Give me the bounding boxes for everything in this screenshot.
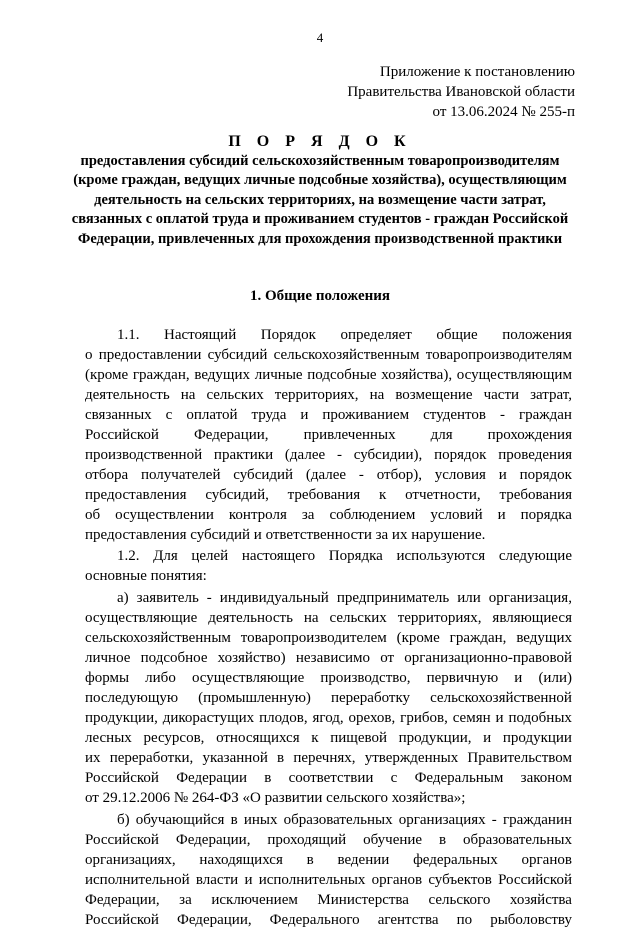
body-line xyxy=(85,425,572,445)
document-title: П О Р Я Д О К xyxy=(228,133,412,150)
body-word: проходящий xyxy=(267,832,347,848)
body-word: используются xyxy=(396,548,486,564)
body-word: орехов, xyxy=(348,710,396,726)
body-word: (кроме xyxy=(85,367,129,383)
body-word: определяет xyxy=(340,327,412,343)
body-word: ягод, xyxy=(312,710,344,726)
body-word: сельскохозяйственной xyxy=(430,690,572,706)
body-word: труда xyxy=(251,407,287,423)
body-word: от xyxy=(380,650,395,666)
body-word: об xyxy=(85,507,101,523)
body-line xyxy=(85,345,572,365)
body-word: порядок xyxy=(434,447,487,463)
body-word: образовательных xyxy=(283,812,393,828)
body-line xyxy=(85,728,572,748)
body-word: (далее xyxy=(284,447,326,463)
body-word: исполнительных xyxy=(258,872,366,888)
body-word: формы xyxy=(85,670,130,686)
body-word: либо xyxy=(145,670,176,686)
body-word: на xyxy=(303,610,319,626)
body-line: основные понятия: xyxy=(85,568,207,584)
body-word: иных xyxy=(243,812,278,828)
body-word: последующую xyxy=(85,690,179,706)
body-word: в xyxy=(277,750,285,766)
body-word: или xyxy=(457,590,481,606)
body-word: территориях, xyxy=(274,387,359,403)
body-line xyxy=(85,505,572,525)
body-word: субсидий xyxy=(207,347,268,363)
body-word: первичную xyxy=(426,670,499,686)
body-word: подсобное xyxy=(140,650,208,666)
body-word: дикорастущих xyxy=(162,710,255,726)
body-line xyxy=(117,325,572,345)
body-line xyxy=(85,830,572,850)
appendix-line-3: от 13.06.2024 № 255-п xyxy=(432,104,575,120)
body-word: законом xyxy=(520,770,572,786)
body-word: требования xyxy=(499,487,572,503)
body-word: за xyxy=(179,892,192,908)
body-word: территориях, xyxy=(397,610,482,626)
body-word: гражданин xyxy=(502,812,572,828)
body-word: соответствии xyxy=(288,770,374,786)
body-word: являющиеся xyxy=(492,610,572,626)
body-word: привлеченных xyxy=(303,427,396,443)
body-word: Федерации xyxy=(176,770,248,786)
body-word: плодов, xyxy=(259,710,308,726)
body-word: граждан, xyxy=(132,367,190,383)
body-word: обучение xyxy=(363,832,423,848)
body-word: хозяйства), xyxy=(381,367,453,383)
body-word: - xyxy=(206,590,212,606)
body-word: указанной xyxy=(202,750,268,766)
body-word: порядок xyxy=(519,467,572,483)
body-line xyxy=(85,405,572,425)
body-word: о xyxy=(85,347,93,363)
body-word: граждан xyxy=(518,407,572,423)
body-word: сельскохозяйственным xyxy=(273,347,420,363)
body-word: независимо xyxy=(295,650,371,666)
body-word: федеральных xyxy=(413,852,498,868)
body-word: и xyxy=(497,507,506,523)
body-word: производственной xyxy=(85,447,203,463)
body-word: Федерации, xyxy=(193,427,269,443)
body-word: в xyxy=(264,770,272,786)
body-word: предоставлении xyxy=(98,347,202,363)
body-word: общие xyxy=(436,327,478,343)
body-line xyxy=(117,546,572,566)
body-word: отчетности, xyxy=(405,487,481,503)
body-line xyxy=(85,668,572,688)
body-word: Для xyxy=(153,548,178,564)
body-word: продукции, xyxy=(85,710,158,726)
body-word: - xyxy=(358,467,364,483)
body-word: на xyxy=(180,387,196,403)
body-word: сельских xyxy=(329,610,387,626)
section-heading: 1. Общие положения xyxy=(249,288,391,304)
body-word: организация, xyxy=(488,590,572,606)
body-word: отбор), xyxy=(376,467,422,483)
body-word: сельских xyxy=(206,387,264,403)
body-word: проведения xyxy=(498,447,572,463)
body-line: от 29.12.2006 № 264-ФЗ «О развитии сельского хозяйства»; xyxy=(85,790,466,806)
body-word: требования xyxy=(287,487,361,503)
body-word: с xyxy=(165,407,173,423)
body-word: проживанием xyxy=(322,407,410,423)
body-word: и xyxy=(300,407,309,423)
body-word: настоящего xyxy=(241,548,316,564)
body-line xyxy=(85,385,572,405)
body-line xyxy=(117,810,572,830)
body-word: и xyxy=(244,872,253,888)
body-word: Российской xyxy=(85,770,159,786)
body-line xyxy=(85,365,572,385)
body-word: хозяйства xyxy=(509,892,572,908)
body-word: осуществляющие xyxy=(191,670,305,686)
body-line xyxy=(85,748,572,768)
body-word: обучающийся xyxy=(135,812,225,828)
body-line xyxy=(85,708,572,728)
body-word: лесных xyxy=(85,730,132,746)
body-word: и xyxy=(483,730,492,746)
body-word: Российской xyxy=(85,912,159,928)
body-word: Федерации, xyxy=(85,892,160,908)
body-word: затрат, xyxy=(530,387,572,403)
body-word: Российской xyxy=(85,427,159,443)
body-word: сельскохозяйственным xyxy=(85,630,231,646)
body-word: организациях, xyxy=(85,852,176,868)
body-word: связанных xyxy=(85,407,152,423)
body-word: Федерации, xyxy=(177,912,252,928)
body-word: условий xyxy=(430,507,483,523)
body-word: образовательных xyxy=(463,832,572,848)
body-word: власти xyxy=(195,872,239,888)
body-word: с xyxy=(390,770,398,786)
body-word: ведении xyxy=(337,852,390,868)
body-word: 1.2. xyxy=(117,548,140,564)
body-word: - xyxy=(499,407,505,423)
body-word: условия xyxy=(434,467,486,483)
body-word: б) xyxy=(117,812,130,828)
body-word: и xyxy=(498,467,507,483)
body-line xyxy=(85,485,572,505)
body-line: предоставления субсидий и ответственности за их нарушение. xyxy=(85,527,486,543)
body-line xyxy=(85,648,572,668)
body-word: осуществляющим xyxy=(456,367,572,383)
body-word: сельского xyxy=(428,892,491,908)
body-word: грибов, xyxy=(400,710,448,726)
body-word: заявитель xyxy=(136,590,199,606)
body-word: агентства xyxy=(377,912,439,928)
body-word: следующие xyxy=(498,548,572,564)
body-line xyxy=(85,890,572,910)
body-word: деятельность xyxy=(85,387,170,403)
body-word: ведущих xyxy=(194,367,251,383)
body-word: осуществляющие xyxy=(85,610,198,626)
body-word: субъектов xyxy=(428,872,492,888)
body-word: положения xyxy=(502,327,572,343)
body-word: отбора xyxy=(85,467,129,483)
body-word: - xyxy=(491,812,497,828)
body-word: индивидуальный xyxy=(219,590,329,606)
body-word: подсобные xyxy=(307,367,377,383)
body-word: продукции, xyxy=(398,730,472,746)
body-word: студентов xyxy=(423,407,486,423)
body-word: на xyxy=(369,387,385,403)
body-word: находящихся xyxy=(199,852,283,868)
body-line xyxy=(85,465,572,485)
body-word: рыболовству xyxy=(490,912,572,928)
body-word: и xyxy=(495,710,504,726)
body-word: по xyxy=(456,912,473,928)
body-word: прохождения xyxy=(487,427,572,443)
body-word: (кроме xyxy=(396,630,440,646)
body-word: в xyxy=(306,852,314,868)
body-word: за xyxy=(301,507,315,523)
body-word: Министерства xyxy=(317,892,409,908)
body-word: к xyxy=(379,487,387,503)
body-word: Порядка xyxy=(328,548,383,564)
body-word: осуществлении xyxy=(115,507,214,523)
document-subtitle: предоставления субсидий сельскохозяйственным товаропроизводителям (кроме граждан, ведущих личные подсобные хозяйства), осуществляющим деятельность на сельских территориях, на возмещение части затрат, связанных с оплатой труда и проживанием студентов - граждан Российской Федерации, привлеченных для прохождения производственной практики xyxy=(71,153,569,247)
body-word: товаропроизводителям xyxy=(425,347,572,363)
appendix-line-1: Приложение к постановлению xyxy=(379,64,575,80)
body-word: хозяйство) xyxy=(217,650,286,666)
body-word: ресурсов, xyxy=(143,730,205,746)
body-word: а) xyxy=(117,590,129,606)
body-line xyxy=(85,688,572,708)
body-word: организациях xyxy=(398,812,486,828)
body-word: исполнительной xyxy=(85,872,190,888)
body-word: организационно-правовой xyxy=(404,650,572,666)
body-word: органов xyxy=(521,852,572,868)
body-word: (или) xyxy=(538,670,572,686)
body-line xyxy=(85,850,572,870)
body-word: исключением xyxy=(211,892,298,908)
body-word: и xyxy=(514,670,523,686)
body-word: личное xyxy=(85,650,131,666)
body-word: граждан, xyxy=(449,630,507,646)
body-line xyxy=(85,608,572,628)
body-word: получателей xyxy=(140,467,221,483)
body-word: продукции xyxy=(502,730,572,746)
body-word: в xyxy=(230,812,238,828)
body-word: Федерального xyxy=(269,912,360,928)
body-line xyxy=(117,588,572,608)
body-word: к xyxy=(311,730,319,746)
body-word: Российской xyxy=(498,872,572,888)
body-word: Настоящий xyxy=(164,327,237,343)
body-word: органов xyxy=(371,872,423,888)
body-word: их xyxy=(85,750,101,766)
body-word: Федеральным xyxy=(414,770,504,786)
body-word: части xyxy=(483,387,520,403)
body-word: (промышленную) xyxy=(198,690,311,706)
body-line xyxy=(85,768,572,788)
body-word: субсидии), xyxy=(353,447,423,463)
body-word: соблюдением xyxy=(329,507,416,523)
body-word: утвержденных xyxy=(364,750,459,766)
body-line xyxy=(85,870,572,890)
body-word: практики xyxy=(213,447,274,463)
body-word: субсидий xyxy=(233,467,294,483)
body-word: предоставления xyxy=(85,487,187,503)
body-word: 1.1. xyxy=(117,327,140,343)
body-line xyxy=(85,445,572,465)
body-word: перечнях, xyxy=(293,750,356,766)
body-word: семян xyxy=(452,710,491,726)
body-word: деятельность xyxy=(208,610,293,626)
appendix-line-2: Правительства Ивановской области xyxy=(347,84,575,100)
body-word: производство, xyxy=(320,670,411,686)
body-word: ведущих xyxy=(516,630,572,646)
body-word: пищевой xyxy=(330,730,387,746)
body-word: для xyxy=(430,427,453,443)
body-word: порядка xyxy=(520,507,572,523)
body-word: целей xyxy=(191,548,229,564)
body-word: Федерации, xyxy=(175,832,251,848)
body-word: субсидий, xyxy=(205,487,269,503)
page-number: 4 xyxy=(316,30,324,45)
body-word: подобных xyxy=(508,710,572,726)
body-line xyxy=(85,910,572,930)
body-word: товаропроизводителем xyxy=(240,630,387,646)
body-word: Порядок xyxy=(260,327,316,343)
body-word: переработку xyxy=(330,690,411,706)
appendix-note xyxy=(347,62,575,122)
body-word: предприниматель xyxy=(336,590,450,606)
body-word: - xyxy=(336,447,342,463)
body-word: Правительством xyxy=(467,750,572,766)
body-word: (далее xyxy=(305,467,347,483)
body-word: контроля xyxy=(228,507,287,523)
body-word: возмещение xyxy=(395,387,473,403)
body-word: переработки, xyxy=(109,750,194,766)
body-line xyxy=(85,628,572,648)
body-word: относящихся xyxy=(216,730,300,746)
body-word: Российской xyxy=(85,832,159,848)
body-word: личные xyxy=(254,367,303,383)
body-word: оплатой xyxy=(186,407,238,423)
body-word: в xyxy=(439,832,447,848)
